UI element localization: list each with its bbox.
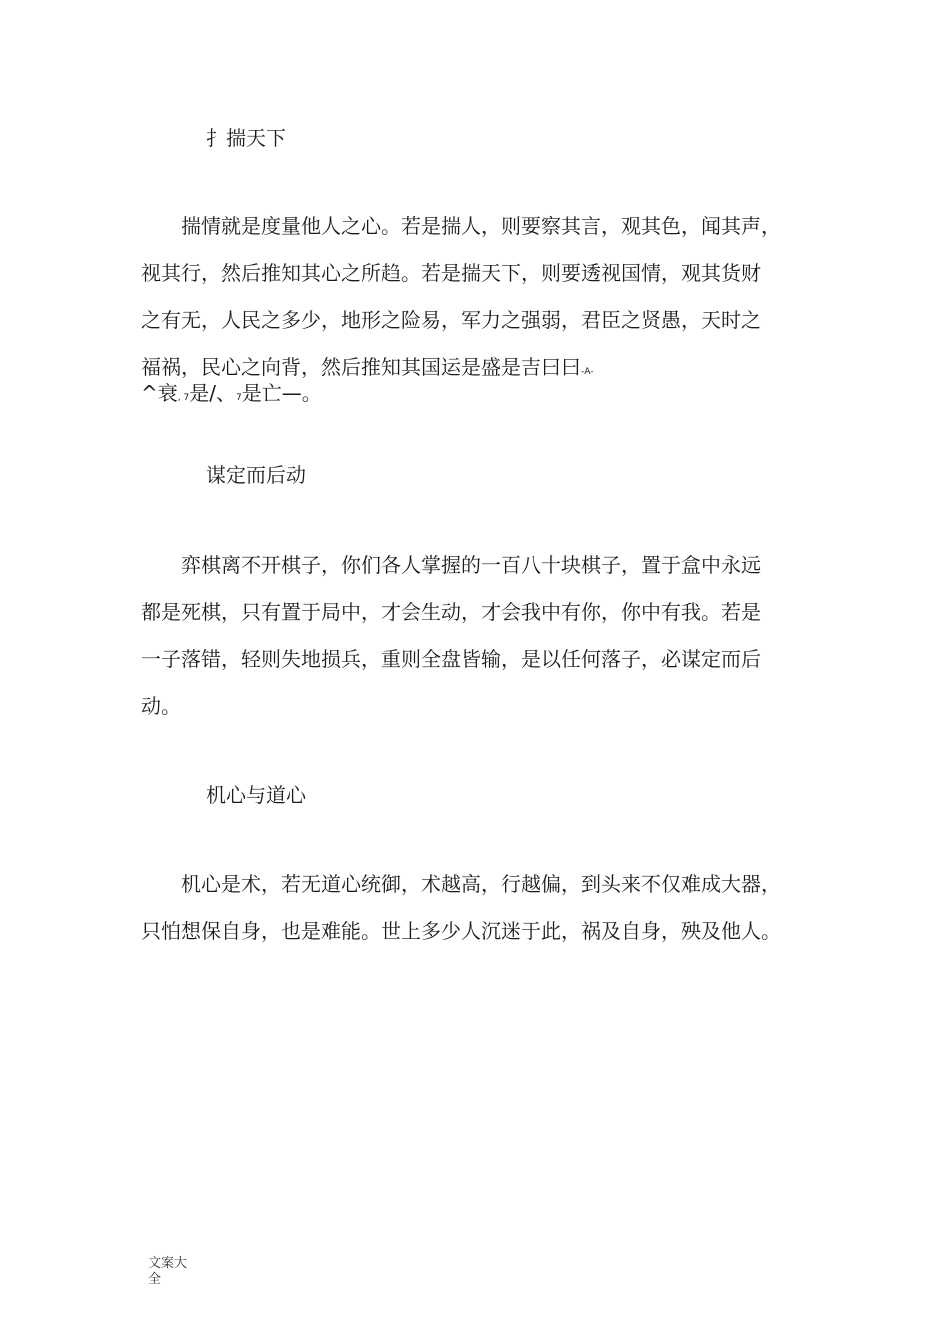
- paragraph-line: [141, 352, 813, 378]
- line-text: ^衰: [141, 381, 178, 405]
- line-text: 是亡—。: [241, 381, 322, 405]
- paragraph-line: 机心是术，若无道心统御，术越高，行越偏，到头来不仅难成大器，: [181, 872, 781, 896]
- paragraph-line: 只怕想保自身，也是难能。世上多少人沉迷于此，祸及自身，殃及他人。: [141, 919, 781, 943]
- section-heading-2: 谋定而后动: [206, 463, 306, 487]
- paragraph-line: 视其行，然后推知其心之所趋。若是揣天下，则要透视国情，观其货财: [141, 261, 761, 285]
- paragraph-line: 动。: [141, 694, 181, 718]
- ocr-noise: -A-: [581, 367, 594, 377]
- paragraph-line: 弈棋离不开棋子，你们各人掌握的一百八十块棋子，置于盒中永远: [181, 553, 761, 577]
- paragraph-line: 揣情就是度量他人之心。若是揣人，则要察其言，观其色，闻其声，: [181, 214, 781, 238]
- paragraph-1: [141, 211, 813, 425]
- section-heading-1: 扌揣天下: [206, 126, 286, 150]
- line-text: 福祸，民心之向背，然后推知其国运是盛是吉曰曰: [141, 355, 581, 378]
- paragraph-3: [141, 869, 813, 963]
- line-text: 是/、: [189, 381, 236, 405]
- paragraph-line: 都是死棋，只有置于局中，才会生动，才会我中有你，你中有我。若是: [141, 600, 761, 624]
- ocr-noise: , 7: [177, 393, 190, 403]
- section-heading-3: 机心与道心: [206, 783, 306, 807]
- paragraph-2: [141, 550, 813, 738]
- ocr-noise: 7: [235, 393, 242, 403]
- paragraph-line: [141, 378, 813, 425]
- footer-label: 文案大全: [148, 1256, 188, 1287]
- paragraph-line: 之有无，人民之多少，地形之险易，军力之强弱，君臣之贤愚，天时之: [141, 308, 761, 332]
- paragraph-line: 一子落错，轻则失地损兵，重则全盘皆输，是以任何落子，必谋定而后: [141, 647, 761, 671]
